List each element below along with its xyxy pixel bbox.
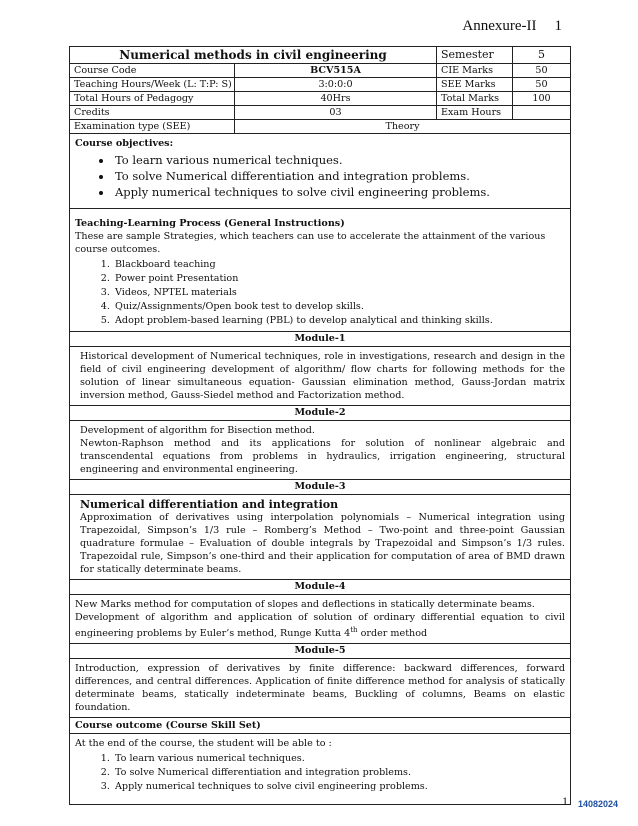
row-value: 3:0:0:0 [235, 78, 437, 92]
list-item: • To learn various numerical techniques. [113, 152, 565, 168]
module-paragraph: Newton-Raphson method and its applications for solution of nonlinear algebraic and transcendental equations from problems in hydraulics, irrigation engineering, structural engineering and environmental engineering. [80, 438, 565, 475]
objectives-heading: Course objectives: [75, 138, 174, 149]
annexure-label: Annexure-II [462, 18, 537, 34]
course-info-table [70, 47, 570, 134]
row-value: 50 [513, 64, 570, 78]
module-3-heading: Module-3 [70, 480, 570, 495]
list-item: 5. Adopt problem-based learning (PBL) to develop analytical and thinking skills. [113, 314, 565, 328]
syllabus-document [69, 46, 571, 805]
module-5-content [70, 659, 570, 718]
row-label: Total Marks [437, 92, 513, 106]
module-4-heading: Module-4 [70, 580, 570, 595]
list-item: 1. Blackboard teaching [113, 258, 565, 272]
module-3-content [70, 495, 570, 580]
teaching-heading: Teaching-Learning Process (General Instructions) [75, 218, 345, 229]
semester-value: 5 [513, 47, 570, 64]
exam-type-value: Theory [235, 120, 570, 134]
row-value: 03 [235, 106, 437, 120]
list-item: 4. Quiz/Assignments/Open book test to develop skills. [113, 300, 565, 314]
row-value: 100 [513, 92, 570, 106]
list-item: 3. Videos, NPTEL materials [113, 286, 565, 300]
outcome-intro: At the end of the course, the student will be able to : [75, 738, 332, 750]
list-item: • Apply numerical techniques to solve civil engineering problems. [113, 184, 565, 200]
list-item: 3. Apply numerical techniques to solve civil engineering problems. [113, 780, 565, 794]
module-4-content [70, 595, 570, 644]
row-label: Credits [70, 106, 235, 120]
outcome-list [75, 752, 565, 794]
row-value: 40Hrs [235, 92, 437, 106]
module-text: order method [357, 628, 428, 640]
module-text: Development of algorithm and application of solution of ordinary differential equation to civil engineering problems by Euler’s method, Runge Kutta 4 [75, 612, 565, 640]
row-value [513, 106, 570, 120]
course-objectives-section [70, 134, 570, 209]
row-label: Exam Hours [437, 106, 513, 120]
superscript: th [350, 626, 358, 634]
exam-type-label: Examination type (SEE) [70, 120, 235, 134]
outcome-heading: Course outcome (Course Skill Set) [75, 720, 261, 732]
list-item: 2. To solve Numerical differentiation and integration problems. [113, 766, 565, 780]
course-title: Numerical methods in civil engineering [70, 47, 437, 64]
module-paragraph: New Marks method for computation of slopes and deflections in statically determinate beams. [75, 599, 535, 610]
module-paragraph: Development of algorithm for Bisection method. [80, 425, 315, 436]
list-item: 1. To learn various numerical techniques. [113, 752, 565, 766]
objectives-list [75, 152, 565, 200]
module-1-heading: Module-1 [70, 332, 570, 347]
row-value: 50 [513, 78, 570, 92]
module-paragraph: Introduction, expression of derivatives by finite difference: backward differences, forward differences, and central differences. Application of finite difference method for analysis of statically determinate beams, statically indeterminate beams, Buckling of columns, Beams on elastic foundation. [75, 663, 565, 714]
page-header [462, 18, 562, 35]
module-2-content [70, 421, 570, 480]
row-label: Total Hours of Pedagogy [70, 92, 235, 106]
list-item: 2. Power point Presentation [113, 272, 565, 286]
list-item: • To solve Numerical differentiation and integration problems. [113, 168, 565, 184]
module-paragraph: Historical development of Numerical techniques, role in investigations, research and design in the field of civil engineering development of algorithm/ flow charts for following methods for the solution of linear simultaneous equation- Gaussian elimination method, Gauss-Jordan matrix inversion method, Gauss-Siedel method and Factorization method. [80, 351, 565, 401]
module-2-heading: Module-2 [70, 406, 570, 421]
module-paragraph: Approximation of derivatives using interpolation polynomials – Numerical integration using Trapezoidal, Simpson’s 1/3 rule – Romberg’s Method – Two-point and three-point Gaussian quadrature formulae – Evaluation of double integrals by Trapezoidal and Simpson’s 1/3 rules. Trapezoidal rule, Simpson’s one-third and their application for computation of area of BMD drawn for statically determinate beams. [80, 512, 565, 575]
header-page-number: 1 [554, 18, 562, 34]
row-label: SEE Marks [437, 78, 513, 92]
teaching-intro: These are sample Strategies, which teachers can use to accelerate the attainment of the various course outcomes. [75, 231, 546, 255]
course-outcome-section [70, 734, 570, 804]
course-outcome-heading-row [70, 718, 570, 734]
course-code-value: BCV515A [235, 64, 437, 78]
module-1-content [70, 347, 570, 406]
semester-label: Semester [437, 47, 513, 64]
row-label: Course Code [70, 64, 235, 78]
footer-page-number: 1 [562, 794, 568, 808]
row-label: Teaching Hours/Week (L: T:P: S) [70, 78, 235, 92]
footer-code: 14082024 [577, 799, 618, 809]
module-paragraph [75, 611, 565, 640]
module-3-subheading: Numerical differentiation and integration [80, 498, 339, 511]
module-5-heading: Module-5 [70, 644, 570, 659]
teaching-list [75, 258, 565, 328]
row-label: CIE Marks [437, 64, 513, 78]
teaching-learning-section [70, 209, 570, 332]
